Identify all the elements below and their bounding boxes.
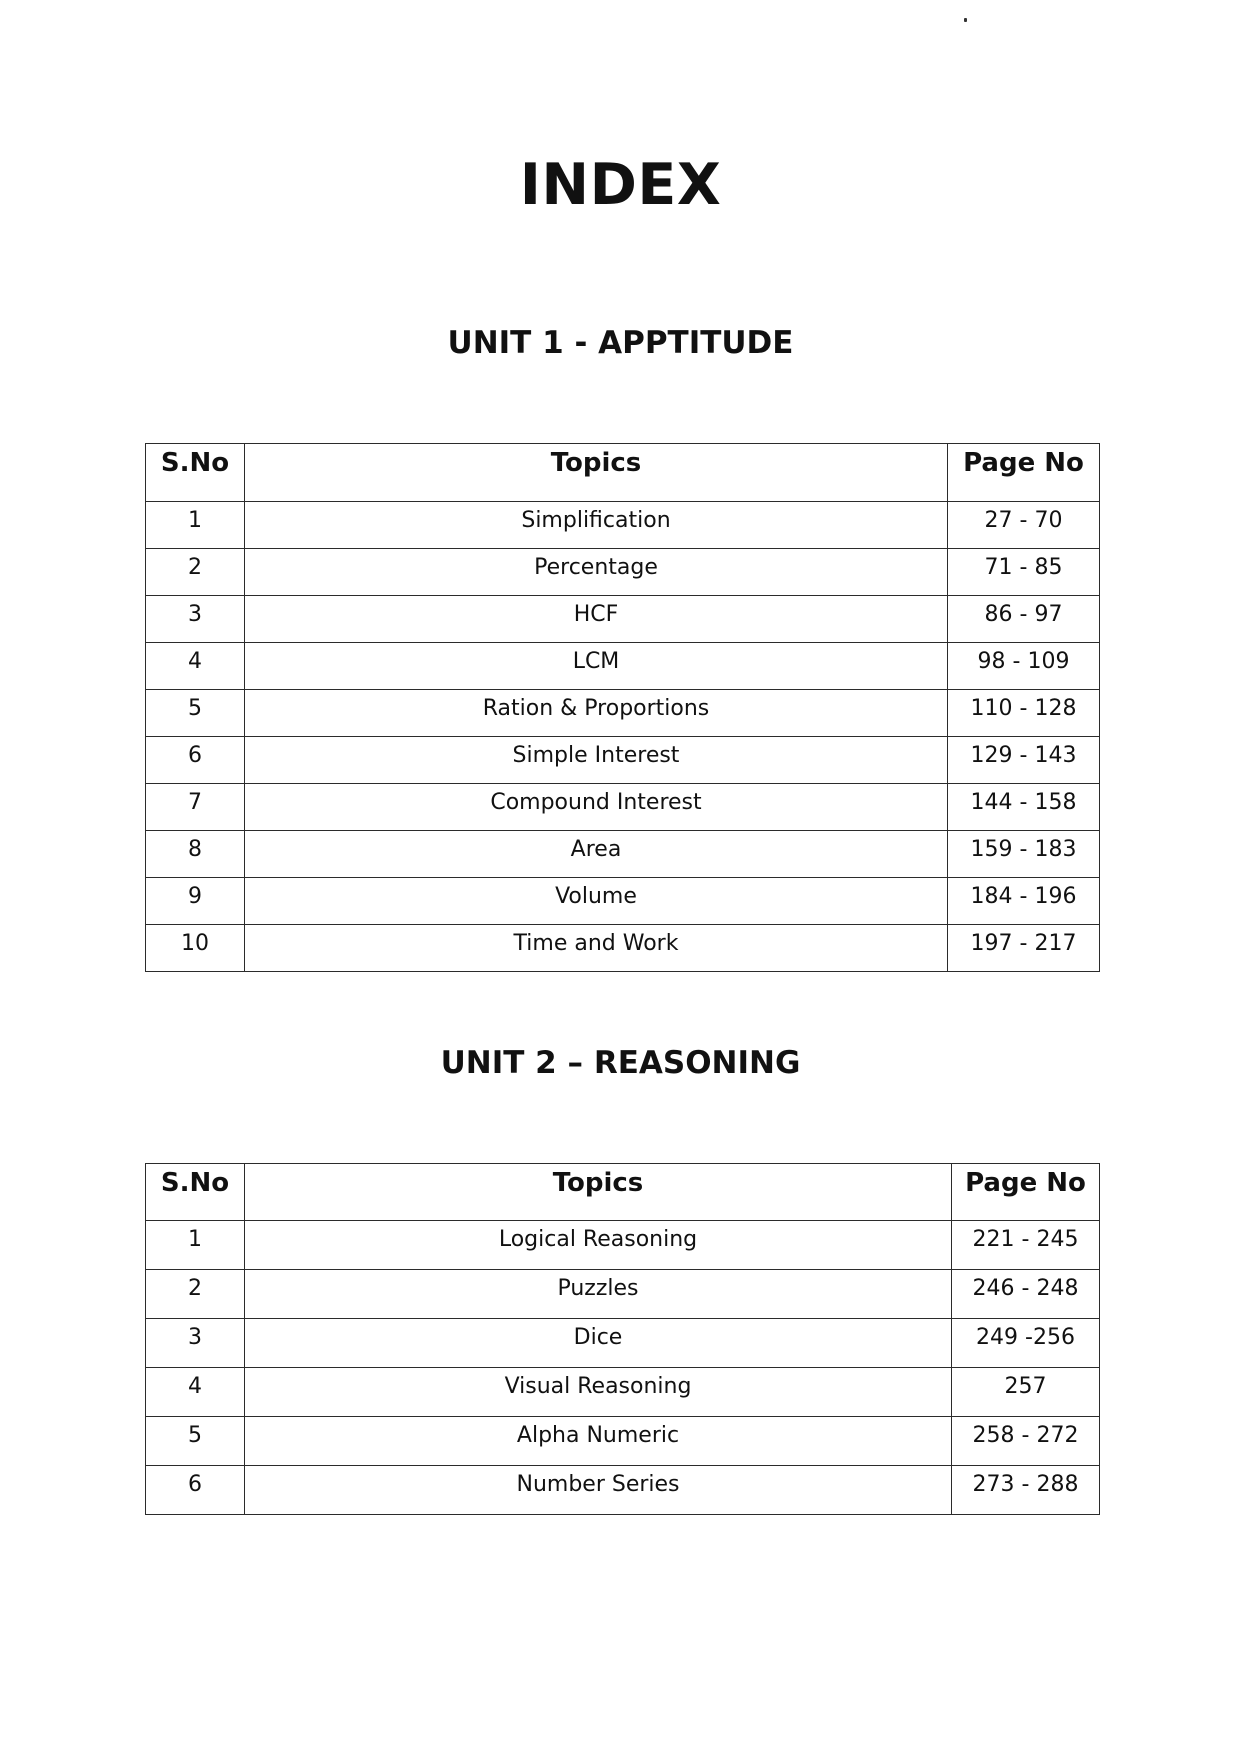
- cell-topic: Visual Reasoning: [245, 1368, 952, 1417]
- table-row: [146, 690, 1100, 737]
- cell-sno: 4: [146, 643, 245, 690]
- cell-sno: 3: [146, 1319, 245, 1368]
- cell-page-no: 197 - 217: [948, 925, 1100, 972]
- cell-page-no: 273 - 288: [952, 1466, 1100, 1515]
- cell-topic: Logical Reasoning: [245, 1221, 952, 1270]
- cell-sno: 9: [146, 878, 245, 925]
- unit2-index-table: [145, 1163, 1100, 1515]
- cell-page-no: 249 -256: [952, 1319, 1100, 1368]
- cell-sno: 1: [146, 502, 245, 549]
- table-row: [146, 1417, 1100, 1466]
- table-row: [146, 1319, 1100, 1368]
- column-header-topics: Topics: [245, 1164, 952, 1221]
- column-header-page-no: Page No: [952, 1164, 1100, 1221]
- column-header-sno: S.No: [146, 444, 245, 502]
- cell-topic: Number Series: [245, 1466, 952, 1515]
- unit1-index-table: [145, 443, 1100, 972]
- cell-topic: Percentage: [245, 549, 948, 596]
- table-row: [146, 1368, 1100, 1417]
- cell-topic: Area: [245, 831, 948, 878]
- cell-topic: HCF: [245, 596, 948, 643]
- cell-sno: 2: [146, 1270, 245, 1319]
- cell-page-no: 110 - 128: [948, 690, 1100, 737]
- cell-page-no: 86 - 97: [948, 596, 1100, 643]
- table-header-row: [146, 1164, 1100, 1221]
- cell-sno: 6: [146, 1466, 245, 1515]
- cell-page-no: 98 - 109: [948, 643, 1100, 690]
- table-row: [146, 878, 1100, 925]
- cell-sno: 6: [146, 737, 245, 784]
- page-title: INDEX: [519, 152, 722, 218]
- table-row: [146, 643, 1100, 690]
- table-row: [146, 1270, 1100, 1319]
- cell-topic: LCM: [245, 643, 948, 690]
- cell-page-no: 129 - 143: [948, 737, 1100, 784]
- cell-sno: 7: [146, 784, 245, 831]
- table-header-row: [146, 444, 1100, 502]
- column-header-page-no: Page No: [948, 444, 1100, 502]
- cell-topic: Simplification: [245, 502, 948, 549]
- cell-sno: 3: [146, 596, 245, 643]
- cell-page-no: 258 - 272: [952, 1417, 1100, 1466]
- table-row: [146, 925, 1100, 972]
- cell-sno: 1: [146, 1221, 245, 1270]
- page-speck: [964, 18, 967, 22]
- cell-page-no: 221 - 245: [952, 1221, 1100, 1270]
- table-row: [146, 1466, 1100, 1515]
- column-header-topics: Topics: [245, 444, 948, 502]
- cell-sno: 5: [146, 1417, 245, 1466]
- cell-page-no: 159 - 183: [948, 831, 1100, 878]
- table-row: [146, 737, 1100, 784]
- cell-page-no: 246 - 248: [952, 1270, 1100, 1319]
- table-row: [146, 502, 1100, 549]
- cell-page-no: 144 - 158: [948, 784, 1100, 831]
- table-row: [146, 549, 1100, 596]
- cell-page-no: 257: [952, 1368, 1100, 1417]
- cell-page-no: 27 - 70: [948, 502, 1100, 549]
- table-row: [146, 596, 1100, 643]
- unit2-heading: UNIT 2 – REASONING: [440, 1045, 801, 1081]
- unit1-table-body: [146, 502, 1100, 972]
- column-header-sno: S.No: [146, 1164, 245, 1221]
- unit2-table-body: [146, 1221, 1100, 1515]
- table-row: [146, 831, 1100, 878]
- cell-topic: Dice: [245, 1319, 952, 1368]
- table-row: [146, 784, 1100, 831]
- cell-page-no: 184 - 196: [948, 878, 1100, 925]
- cell-topic: Volume: [245, 878, 948, 925]
- cell-topic: Time and Work: [245, 925, 948, 972]
- cell-sno: 5: [146, 690, 245, 737]
- cell-sno: 8: [146, 831, 245, 878]
- cell-topic: Simple Interest: [245, 737, 948, 784]
- cell-sno: 2: [146, 549, 245, 596]
- unit1-heading: UNIT 1 - APPTITUDE: [447, 325, 794, 361]
- cell-topic: Compound Interest: [245, 784, 948, 831]
- cell-page-no: 71 - 85: [948, 549, 1100, 596]
- cell-topic: Ration & Proportions: [245, 690, 948, 737]
- cell-topic: Alpha Numeric: [245, 1417, 952, 1466]
- cell-topic: Puzzles: [245, 1270, 952, 1319]
- cell-sno: 10: [146, 925, 245, 972]
- table-row: [146, 1221, 1100, 1270]
- cell-sno: 4: [146, 1368, 245, 1417]
